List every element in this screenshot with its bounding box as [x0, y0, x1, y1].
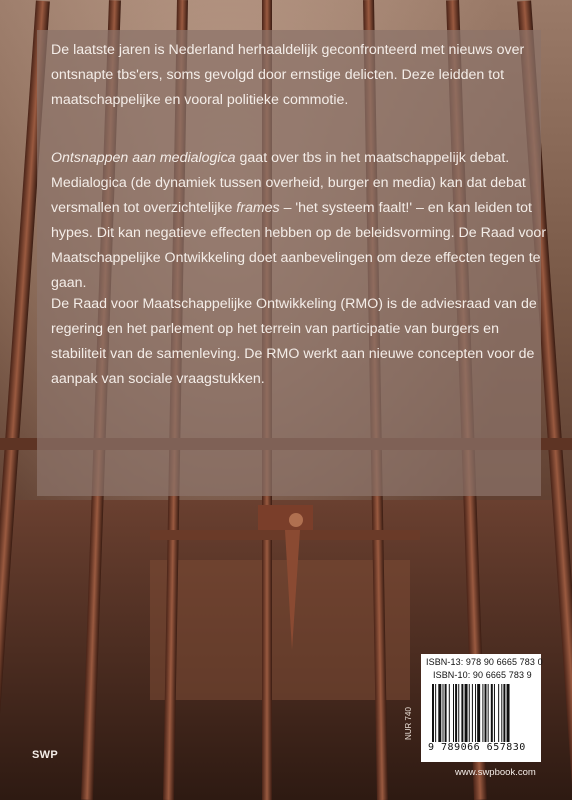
barcode-stripe [438, 684, 441, 742]
barcode-stripe [488, 684, 489, 742]
barcode-stripe [503, 684, 505, 742]
barcode-stripe [432, 684, 434, 742]
blurb-paragraph-2 [51, 146, 551, 296]
blurb-paragraph-1: De laatste jaren is Nederland herhaaldelijk geconfronteerd met nieuws over ontsnapte tbs'ers, soms gevolgd door ernstige delicten. Deze leidden tot maatschappelijke en vooral politieke commotie. [51, 42, 525, 108]
paragraph-2-text-a: gaat over tbs in het maatschappelijk debat. Medialogica (de dynamiek tussen overheid, burger en media) kan dat debat versmallen tot overzichtelijke [51, 150, 526, 216]
barcode-stripe [445, 684, 447, 742]
barcode-stripe [453, 684, 454, 742]
barcode-stripe [449, 684, 450, 742]
barcode-stripe [435, 684, 436, 742]
barcode-stripe [443, 684, 444, 742]
barcode-stripe [455, 684, 457, 742]
barcode-stripe [475, 684, 476, 742]
barcode-stripe [469, 684, 470, 742]
book-title: Ontsnappen aan medialogica [51, 150, 236, 166]
barcode-stripe [498, 684, 499, 742]
barcode-stripe [461, 684, 463, 742]
publisher-logo: SWP [32, 749, 58, 761]
frames-term: frames [236, 200, 280, 216]
isbn-13: ISBN-13: 978 90 6665 783 0 [426, 657, 543, 667]
nur-code: NUR 740 [404, 707, 413, 740]
barcode-stripe [465, 684, 468, 742]
isbn-10: ISBN-10: 90 6665 783 9 [433, 670, 532, 680]
publisher-url: www.swpbook.com [455, 767, 536, 778]
barcode-stripe [485, 684, 487, 742]
barcode-stripe [494, 684, 495, 742]
barcode-stripe [458, 684, 459, 742]
barcode-digits: 9 789066 657830 [428, 742, 526, 753]
barcode-stripe [477, 684, 480, 742]
barcode-icon [432, 684, 536, 742]
barcode-stripe [472, 684, 473, 742]
barcode-stripe [507, 684, 510, 742]
barcode-stripe [501, 684, 502, 742]
barcode-stripe [482, 684, 483, 742]
barcode-stripe [491, 684, 493, 742]
paragraph-2-text-b: – 'het systeem faalt!' – en kan leiden tot hypes. Dit kan negatieve effecten hebben op de beleidsvorming. De Raad voor Maatschappelijke Ontwikkeling doet aanbevelingen om deze effecten tegen te gaan. [51, 200, 547, 291]
blurb-paragraph-3: De Raad voor Maatschappelijke Ontwikkeling (RMO) is de adviesraad van de regering en het parlement op het terrein van participatie van burgers en stabiliteit van de samenleving. De RMO werkt aan nieuwe concepten voor de aanpak van sociale vraagstukken. [51, 296, 537, 387]
